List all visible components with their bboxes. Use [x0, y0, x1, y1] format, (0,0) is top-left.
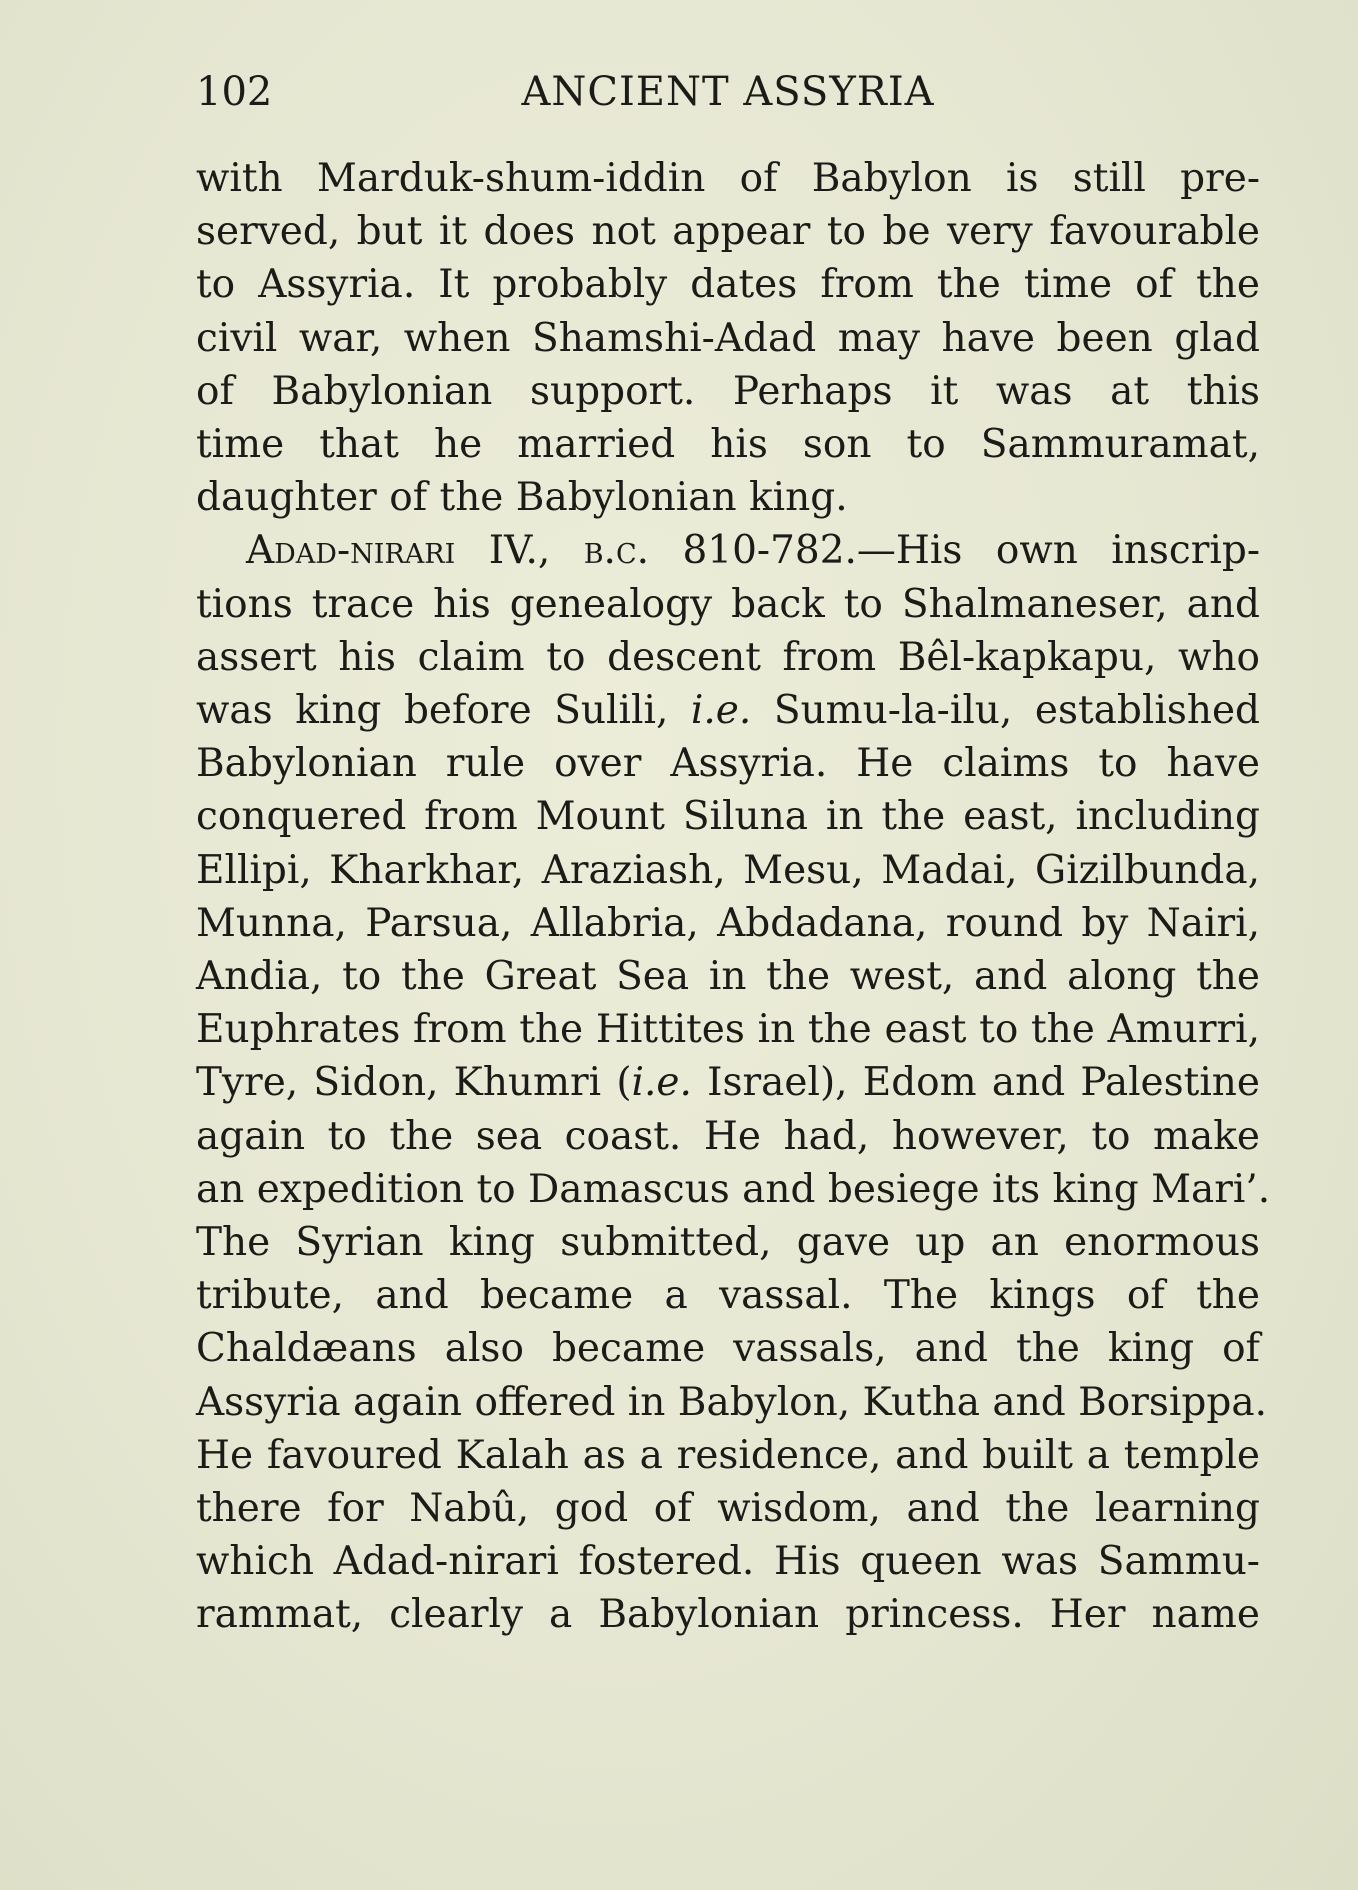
text-line: Ellipi, Kharkhar, Araziash, Mesu, Madai, Gizilbunda, [196, 847, 1260, 893]
paragraph-adad-nirari [196, 524, 1271, 1641]
text-line: again to the sea coast. He had, however, to make [196, 1113, 1260, 1159]
text-line: assert his claim to descent from Bêl-kapkapu, who [196, 634, 1260, 680]
text-line: served, but it does not appear to be very favourable [196, 209, 1260, 255]
text-line: daughter of the Babylonian king. [196, 475, 848, 521]
text-line: He favoured Kalah as a residence, and built a temple [196, 1432, 1260, 1478]
text-line: Munna, Parsua, Allabria, Abdadana, round by Nairi, [196, 900, 1260, 946]
text-run: Sumu-la-ilu, established [751, 688, 1260, 734]
heading-rest: 810-782.—His own inscrip- [649, 528, 1261, 574]
text-line: to Assyria. It probably dates from the time of the [196, 262, 1260, 308]
regnal-numeral: IV., [455, 528, 584, 574]
text-line: an expedition to Damascus and besiege its king Mari’. [196, 1166, 1271, 1212]
text-line: which Adad-nirari fostered. His queen was Sammu- [196, 1539, 1260, 1585]
text-run: Tyre, Sidon, Khumri ( [196, 1060, 632, 1106]
text-line [196, 684, 1260, 737]
body-text [196, 152, 1271, 1642]
running-title: ANCIENT ASSYRIA [521, 69, 935, 115]
text-line: The Syrian king submitted, gave up an enormous [196, 1220, 1260, 1266]
text-line: of Babylonian support. Perhaps it was at this [196, 368, 1260, 414]
text-line: there for Nabû, god of wisdom, and the learning [196, 1486, 1260, 1532]
text-line: rammat, clearly a Babylonian princess. Her name [196, 1592, 1260, 1638]
running-header [196, 62, 1260, 122]
text-run: was king before Sulili, [196, 688, 691, 734]
paragraph-marduk [196, 152, 1260, 524]
italic-ie: i.e. [631, 1060, 692, 1106]
text-line [196, 1056, 1260, 1109]
text-line: Andia, to the Great Sea in the west, and along the [196, 954, 1260, 1000]
text-line: tribute, and became a vassal. The kings of the [196, 1273, 1260, 1319]
text-line: Euphrates from the Hittites in the east to the Amurri, [196, 1007, 1260, 1053]
king-name: Adad-nirari [246, 528, 456, 574]
italic-ie: i.e. [690, 688, 752, 734]
era-abbrev: b.c. [583, 528, 650, 574]
section-heading-line [196, 524, 1260, 577]
text-line: Babylonian rule over Assyria. He claims to have [196, 741, 1260, 787]
text-line: civil war, when Shamshi-Adad may have been glad [196, 315, 1260, 361]
text-line: time that he married his son to Sammuramat, [196, 422, 1260, 468]
text-line: tions trace his genealogy back to Shalmaneser, and [196, 581, 1260, 627]
text-line: Chaldæans also became vassals, and the king of [196, 1326, 1260, 1372]
text-line: conquered from Mount Siluna in the east, including [196, 794, 1260, 840]
text-run: Israel), Edom and Palestine [691, 1060, 1260, 1106]
page-number: 102 [196, 69, 273, 115]
text-line: with Marduk-shum-iddin of Babylon is still pre- [196, 156, 1260, 201]
text-line: Assyria again offered in Babylon, Kutha and Borsippa. [196, 1379, 1267, 1425]
